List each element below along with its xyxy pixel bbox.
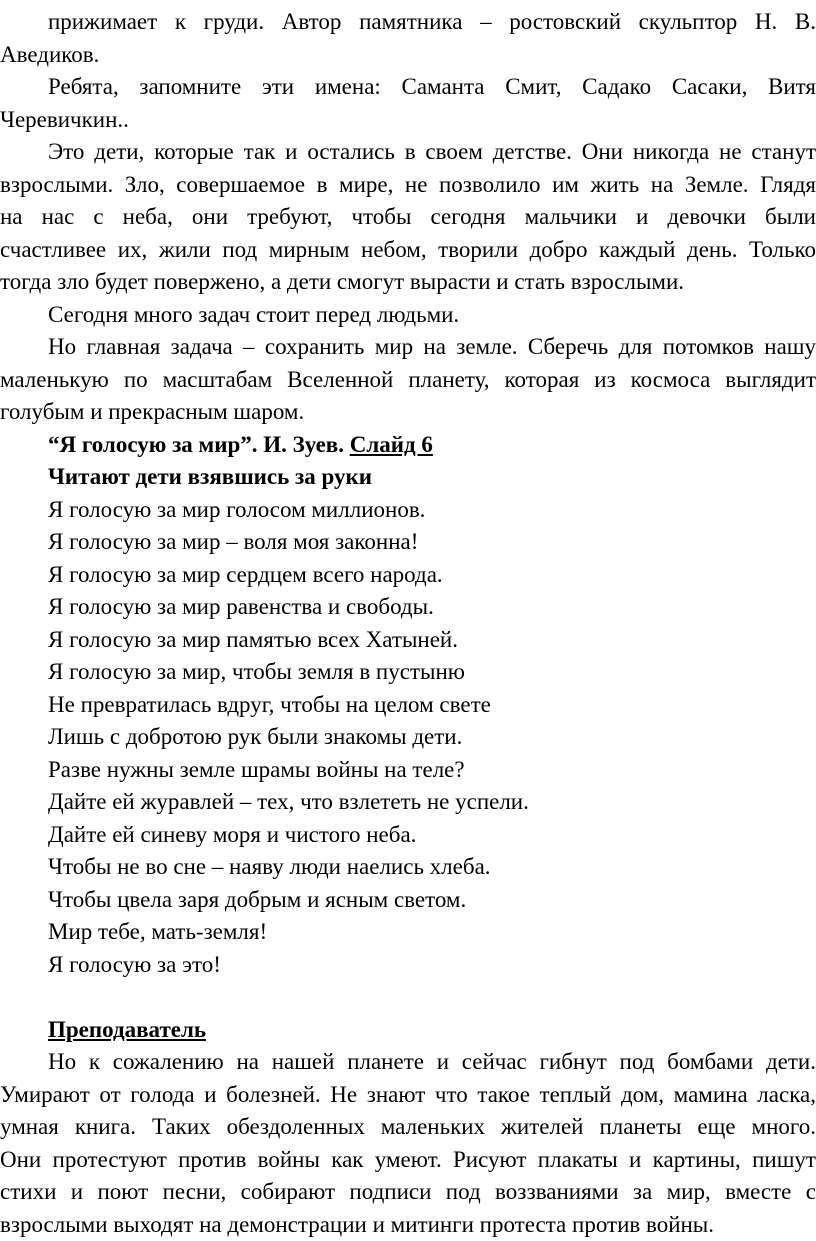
poem-line: Разве нужны земле шрамы войны на теле? (0, 754, 816, 787)
poem-body (0, 494, 816, 982)
poem-line: Я голосую за мир равенства и свободы. (0, 591, 816, 624)
paragraph-main-task (0, 331, 816, 429)
text-line: на нас с неба, они требуют, чтобы сегодня мальчики и девочки были (0, 201, 816, 234)
paragraph-children (0, 136, 816, 299)
poem-line: Дайте ей журавлей – тех, что взлететь не успели. (0, 786, 816, 819)
text-line: Черевичкин.. (0, 104, 816, 137)
text-line: прижимает к груди. Автор памятника – ростовский скульптор Н. В. (0, 6, 816, 39)
text-line: Но главная задача – сохранить мир на земле. Сберечь для потомков нашу (0, 331, 816, 364)
text-line: тогда зло будет повержено, а дети смогут вырасти и стать взрослыми. (0, 266, 816, 299)
paragraph-monument-author (0, 6, 816, 71)
poem-line: Чтобы не во сне – наяву люди наелись хлеба. (0, 851, 816, 884)
text-line: взрослыми. Зло, совершаемое в мире, не позволило им жить на Земле. Глядя (0, 169, 816, 202)
text-line: Ребята, запомните эти имена: Саманта Смит, Садако Сасаки, Витя (0, 71, 816, 104)
text-line: взрослыми выходят на демонстрации и митинги протеста против войны. (0, 1209, 816, 1241)
slide-reference: Слайд 6 (350, 432, 433, 457)
text-line: стихи и поют песни, собирают подписи под воззваниями за мир, вместе с (0, 1176, 816, 1209)
text-line: Сегодня много задач стоит перед людьми. (0, 299, 816, 332)
text-line: Но к сожалению на нашей планете и сейчас гибнут под бомбами дети. (0, 1046, 816, 1079)
speaker-label: Преподаватель (0, 1014, 816, 1047)
poem-line: Я голосую за это! (0, 949, 816, 982)
text-line: голубым и прекрасным шаром. (0, 396, 816, 429)
text-line: Они протестуют против войны как умеют. Рисуют плакаты и картины, пишут (0, 1144, 816, 1177)
poem-line: Не превратилась вдруг, чтобы на целом свете (0, 689, 816, 722)
poem-line: Я голосую за мир сердцем всего народа. (0, 559, 816, 592)
poem-line: Чтобы цвела заря добрым и ясным светом. (0, 884, 816, 917)
poem-line: Я голосую за мир памятью всех Хатыней. (0, 624, 816, 657)
paragraph-final (0, 1046, 816, 1241)
poem-title: “Я голосую за мир”. И. Зуев. (48, 432, 344, 457)
poem-line: Дайте ей синеву моря и чистого неба. (0, 819, 816, 852)
text-line: умная книга. Таких обездоленных маленьких жителей планеты еще много. (0, 1111, 816, 1144)
paragraph-names (0, 71, 816, 136)
poem-line: Я голосую за мир голосом миллионов. (0, 494, 816, 527)
text-line: Аведиков. (0, 39, 816, 72)
blank-line (0, 981, 816, 1014)
text-line: счастливее их, жили под мирным небом, творили добро каждый день. Только (0, 234, 816, 267)
poem-line: Я голосую за мир, чтобы земля в пустыню (0, 656, 816, 689)
paragraph-tasks (0, 299, 816, 332)
poem-line: Лишь с добротою рук были знакомы дети. (0, 721, 816, 754)
poem-heading (0, 429, 816, 462)
text-line: Умирают от голода и болезней. Не знают что такое теплый дом, мамина ласка, (0, 1079, 816, 1112)
poem-line: Мир тебе, мать-земля! (0, 916, 816, 949)
text-line: маленькую по масштабам Вселенной планету, которая из космоса выглядит (0, 364, 816, 397)
poem-instruction: Читают дети взявшись за руки (0, 461, 816, 494)
poem-line: Я голосую за мир – воля моя законна! (0, 526, 816, 559)
text-line: Это дети, которые так и остались в своем детстве. Они никогда не станут (0, 136, 816, 169)
